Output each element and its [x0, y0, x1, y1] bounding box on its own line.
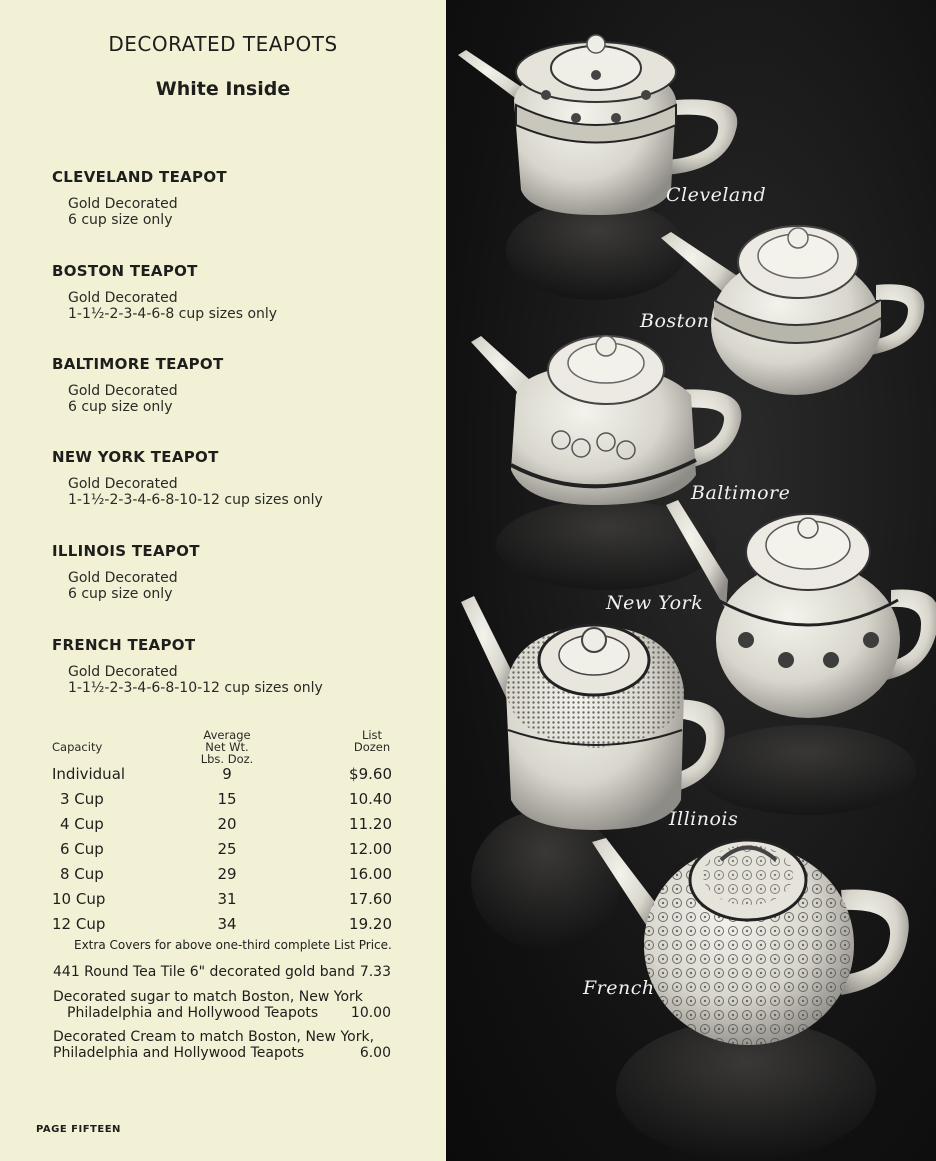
row-price: $9.60 [349, 765, 392, 783]
page-number: PAGE FIFTEEN [36, 1124, 121, 1135]
extra-line2: Philadelphia and Hollywood Teapots [67, 1005, 319, 1021]
teapot-photo [446, 0, 936, 1161]
row-weight: 20 [217, 815, 237, 833]
header-weight [192, 729, 262, 765]
extra-price: 7.33 [359, 964, 391, 980]
teapot-entry-boston [52, 262, 277, 322]
extra-item-tea-tile [53, 964, 393, 980]
teapot-name: FRENCH TEAPOT [52, 636, 196, 654]
photo-label-french: French [583, 977, 655, 999]
teapot-decoration: Gold Decorated [68, 664, 178, 680]
row-capacity: 8 Cup [60, 865, 104, 883]
teapot-name: BALTIMORE TEAPOT [52, 355, 224, 373]
header-weight-line1: Average [203, 728, 251, 742]
extra-line2: Philadelphia and Hollywood Teapots [53, 1045, 305, 1061]
teapot-name: ILLINOIS TEAPOT [52, 542, 200, 560]
table-row [52, 890, 396, 915]
teapot-sizes: 6 cup size only [68, 586, 173, 602]
teapot-entry-french [52, 636, 323, 696]
extra-line1: Decorated sugar to match Boston, New York [53, 989, 363, 1005]
row-weight: 9 [222, 765, 232, 783]
table-row [52, 915, 396, 940]
extra-price: 10.00 [350, 1005, 391, 1021]
row-weight: 31 [217, 890, 237, 908]
row-capacity: 4 Cup [60, 815, 104, 833]
table-row [52, 865, 396, 890]
extra-line1: 441 Round Tea Tile 6" decorated gold band [53, 964, 355, 980]
row-capacity: 10 Cup [52, 890, 106, 908]
teapot-decoration: Gold Decorated [68, 570, 178, 586]
teapot-sizes: 1-1½-2-3-4-6-8-10-12 cup sizes only [68, 680, 323, 696]
teapot-sizes: 1-1½-2-3-4-6-8 cup sizes only [68, 306, 278, 322]
row-price: 19.20 [349, 915, 392, 933]
photo-label-boston: Boston [640, 310, 710, 332]
table-row [52, 815, 396, 840]
teapot-french [592, 838, 909, 1160]
teapot-entry-new-york [52, 448, 323, 508]
table-row [52, 765, 396, 790]
teapot-sizes: 1-1½-2-3-4-6-8-10-12 cup sizes only [68, 492, 323, 508]
row-price: 17.60 [349, 890, 392, 908]
header-list [348, 729, 396, 753]
teapot-name: CLEVELAND TEAPOT [52, 168, 227, 186]
teapot-decoration: Gold Decorated [68, 476, 178, 492]
table-row [52, 790, 396, 815]
extra-covers-note: Extra Covers for above one-third complete List Price. [74, 938, 392, 952]
row-weight: 25 [217, 840, 237, 858]
header-weight-line2: Net Wt. [205, 740, 249, 754]
teapot-photo-illustration [446, 0, 936, 1161]
header-list-line1: List [361, 728, 383, 742]
teapot-sizes: 6 cup size only [68, 212, 173, 228]
row-capacity: 3 Cup [60, 790, 104, 808]
table-row [52, 840, 396, 865]
row-capacity: 6 Cup [60, 840, 104, 858]
photo-label-cleveland: Cleveland [666, 184, 767, 206]
extra-price: 6.00 [359, 1045, 391, 1061]
teapot-sizes: 6 cup size only [68, 399, 173, 415]
teapot-entry-cleveland [52, 168, 227, 228]
teapot-entry-illinois [52, 542, 200, 602]
row-price: 12.00 [349, 840, 392, 858]
teapot-decoration: Gold Decorated [68, 290, 178, 306]
text-page [0, 0, 446, 1161]
photo-label-new-york: New York [606, 592, 704, 614]
row-weight: 34 [217, 915, 237, 933]
row-weight: 15 [217, 790, 237, 808]
teapot-name: BOSTON TEAPOT [52, 262, 198, 280]
photo-label-baltimore: Baltimore [691, 482, 791, 504]
header-weight-line3: Lbs. Doz. [200, 752, 254, 766]
header-capacity: Capacity [52, 740, 103, 754]
teapot-entry-baltimore [52, 355, 224, 415]
row-price: 10.40 [349, 790, 392, 808]
photo-label-illinois: Illinois [669, 808, 739, 830]
row-price: 16.00 [349, 865, 392, 883]
teapot-decoration: Gold Decorated [68, 196, 178, 212]
row-capacity: 12 Cup [52, 915, 106, 933]
extra-line1: Decorated Cream to match Boston, New York, [53, 1029, 375, 1045]
row-price: 11.20 [349, 815, 392, 833]
row-weight: 29 [217, 865, 237, 883]
teapot-name: NEW YORK TEAPOT [52, 448, 219, 466]
header-list-line2: Dozen [353, 740, 391, 754]
extra-item-cream [53, 1029, 393, 1061]
page-title: DECORATED TEAPOTS [108, 32, 338, 56]
extra-item-sugar [53, 989, 393, 1021]
row-capacity: Individual [52, 765, 126, 783]
teapot-decoration: Gold Decorated [68, 383, 178, 399]
page-subtitle: White Inside [155, 78, 291, 100]
